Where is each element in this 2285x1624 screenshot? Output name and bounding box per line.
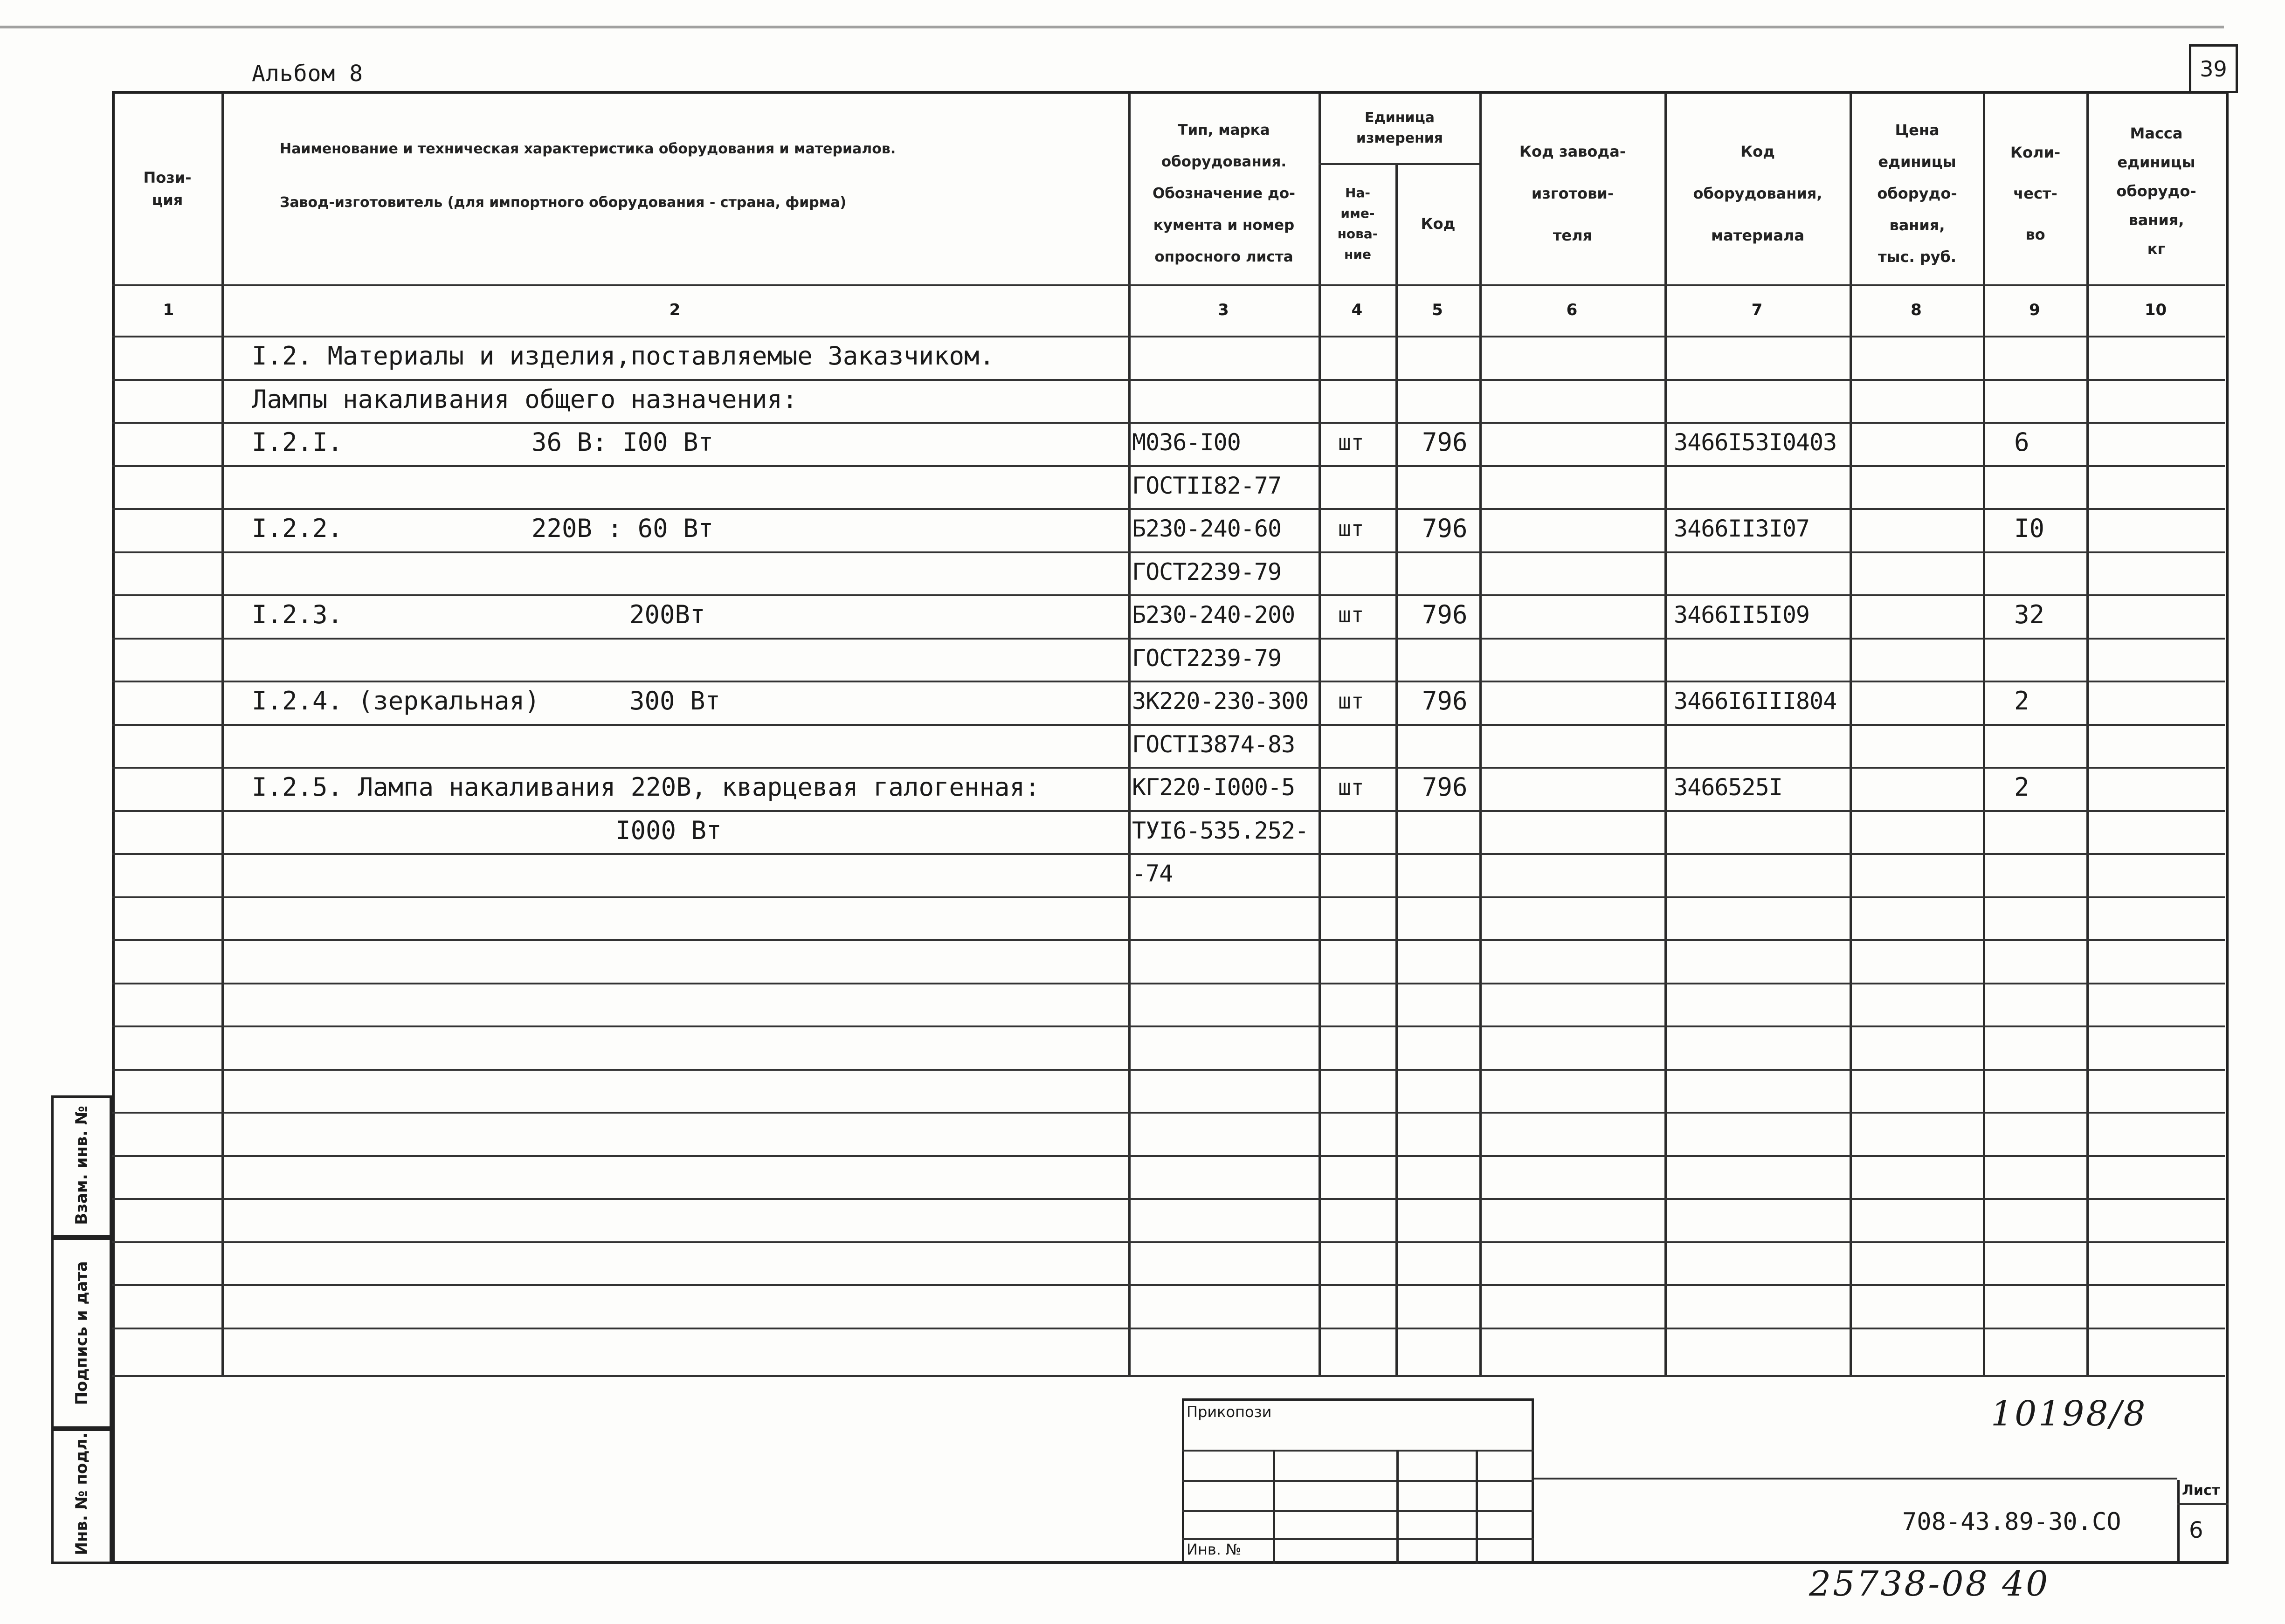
column-number: 4 (1351, 301, 1363, 319)
header-unit-price: Цена единицы оборудо- вания, тыс. руб. (1877, 121, 1957, 266)
approval-line (1182, 1510, 1534, 1512)
row-type-mark: ГОСТII82-77 (1132, 472, 1282, 499)
approval-col-line (1396, 1450, 1399, 1564)
column-number: 1 (163, 301, 174, 319)
row-unit-name: шт (1338, 430, 1364, 455)
column-number: 10 (2144, 301, 2167, 319)
row-line (112, 465, 2225, 467)
row-unit-code: 796 (1422, 772, 1468, 802)
column-number: 9 (2029, 301, 2040, 319)
column-number: 2 (669, 301, 681, 319)
row-quantity: 2 (2014, 772, 2030, 802)
column-number: 3 (1218, 301, 1229, 319)
row-line (112, 1328, 2225, 1329)
header-unit-mass: Масса единицы оборудо- вания, кг (2116, 124, 2196, 258)
column-number: 6 (1566, 301, 1578, 319)
side-label-inv: Инв. № подл. (72, 1432, 91, 1555)
header-name-line1: Наименование и техническая характеристика оборудования и материалов. (280, 141, 896, 157)
row-line (112, 422, 2225, 424)
row-line (112, 724, 2225, 726)
row-line (112, 939, 2225, 941)
row-description: I.2. Материалы и изделия,поставляемые Заказчиком. (252, 341, 995, 371)
handwritten-number-bottom: 25738-08 40 (1809, 1564, 2050, 1604)
inv-no-label: Инв. № (1187, 1541, 1242, 1558)
row-description: Лампы накаливания общего назначения: (252, 384, 798, 414)
row-type-mark: -74 (1132, 860, 1173, 887)
row-line (112, 1241, 2225, 1243)
row-quantity: 6 (2014, 427, 2030, 457)
row-line (112, 896, 2225, 898)
row-unit-name: шт (1338, 602, 1364, 627)
header-equipment-code: Код оборудования, материала (1693, 143, 1822, 244)
header-type-mark: Тип, марка оборудования. Обозначение до- кумента и номер опросного листа (1152, 122, 1296, 265)
header-name-line2: Завод-изготовитель (для импортного оборудования - страна, фирма) (280, 194, 847, 211)
row-unit-code: 796 (1422, 514, 1468, 543)
header-position: Пози- ция (143, 169, 192, 209)
column-line (1395, 163, 1398, 1375)
row-line (112, 1069, 2225, 1071)
row-type-mark: ГОСТI3874-83 (1132, 730, 1295, 758)
document-code: 708-43.89-30.СО (1902, 1508, 2121, 1536)
row-line (112, 508, 2225, 510)
body-bottom-line (112, 1375, 2225, 1377)
approval-line (1182, 1450, 1534, 1452)
row-type-mark: КГ220-I000-5 (1132, 774, 1295, 801)
row-position-number: I.2.4. (зеркальная) (252, 686, 540, 716)
row-type-mark: Б230-240-200 (1132, 601, 1295, 628)
prikopiz-label: Прикопози (1187, 1403, 1272, 1421)
row-rating: 36 В: I00 Вт (532, 427, 714, 457)
column-number-bottom-line (112, 336, 2225, 337)
row-line (112, 551, 2225, 553)
row-position-number: I.2.3. (252, 600, 343, 629)
row-type-mark: ТУI6-535.252- (1132, 817, 1309, 844)
row-quantity: 32 (2014, 600, 2045, 629)
row-unit-name: шт (1338, 516, 1364, 541)
row-unit-code: 796 (1422, 600, 1468, 629)
row-rating: 200Вт (629, 600, 705, 629)
row-line (112, 379, 2225, 381)
row-quantity: I0 (2014, 514, 2045, 543)
handwritten-number-top: 10198/8 (1991, 1394, 2147, 1434)
approval-line (1182, 1538, 1534, 1540)
row-line (112, 1198, 2225, 1200)
row-rating: I000 Вт (615, 815, 722, 845)
row-type-mark: ГОСТ2239-79 (1132, 644, 1282, 672)
row-line (112, 853, 2225, 855)
column-number: 5 (1432, 301, 1443, 319)
row-line (112, 1112, 2225, 1114)
row-equipment-code: 3466I6III804 (1674, 688, 1837, 715)
header-factory-code: Код завода- изготови- теля (1519, 143, 1626, 244)
approval-col-line (1476, 1450, 1478, 1564)
column-number: 8 (1911, 301, 1922, 319)
column-number: 7 (1751, 301, 1763, 319)
row-unit-name: шт (1338, 688, 1364, 714)
approval-line (1182, 1480, 1534, 1482)
row-type-mark: Б230-240-60 (1132, 515, 1282, 542)
row-equipment-code: 3466II3I07 (1674, 515, 1810, 542)
row-equipment-code: 3466II5I09 (1674, 601, 1810, 628)
list-number: 6 (2189, 1517, 2203, 1543)
row-rating: 220В : 60 Вт (532, 514, 714, 543)
side-label-vzam: Взам. инв. № (72, 1106, 91, 1225)
row-type-mark: ГОСТ2239-79 (1132, 558, 1282, 585)
row-unit-code: 796 (1422, 427, 1468, 457)
row-unit-name: шт (1338, 775, 1364, 800)
row-rating: 300 Вт (629, 686, 721, 716)
title-line (1534, 1478, 2177, 1479)
side-label-podpis: Подпись и дата (72, 1261, 91, 1405)
row-position-number: I.2.2. (252, 514, 343, 543)
list-divider (2177, 1503, 2229, 1505)
scan-edge-line (0, 26, 2224, 28)
row-equipment-code: 3466525I (1674, 774, 1782, 801)
list-label: Лист (2182, 1482, 2220, 1499)
row-type-mark: ЗК220-230-300 (1132, 688, 1309, 715)
row-line (112, 1284, 2225, 1286)
row-line (112, 681, 2225, 682)
unit-subheader-line (1319, 163, 1479, 165)
corner-sheet-number: 39 (2189, 44, 2238, 93)
row-line (112, 1155, 2225, 1157)
row-position-number: I.2.I. (252, 427, 343, 457)
row-equipment-code: 3466I53I0403 (1674, 429, 1837, 456)
row-line (112, 1025, 2225, 1027)
header-quantity: Коли- чест- во (2010, 144, 2061, 243)
row-quantity: 2 (2014, 686, 2030, 716)
header-unit-group: Единица измерения (1356, 110, 1443, 146)
row-unit-code: 796 (1422, 686, 1468, 716)
row-type-mark: М036-I00 (1132, 429, 1241, 456)
row-line (112, 767, 2225, 769)
row-line (112, 638, 2225, 640)
row-description: I.2.5. Лампа накаливания 220В, кварцевая галогенная: (252, 772, 1040, 802)
row-line (112, 594, 2225, 596)
header-unit-code: Код (1421, 215, 1456, 233)
album-label: Альбом 8 (252, 61, 364, 87)
row-line (112, 810, 2225, 812)
header-bottom-line (112, 284, 2225, 286)
row-line (112, 983, 2225, 984)
header-unit-name: На- име- нова- ние (1337, 185, 1378, 262)
approval-col-line (1273, 1450, 1275, 1564)
